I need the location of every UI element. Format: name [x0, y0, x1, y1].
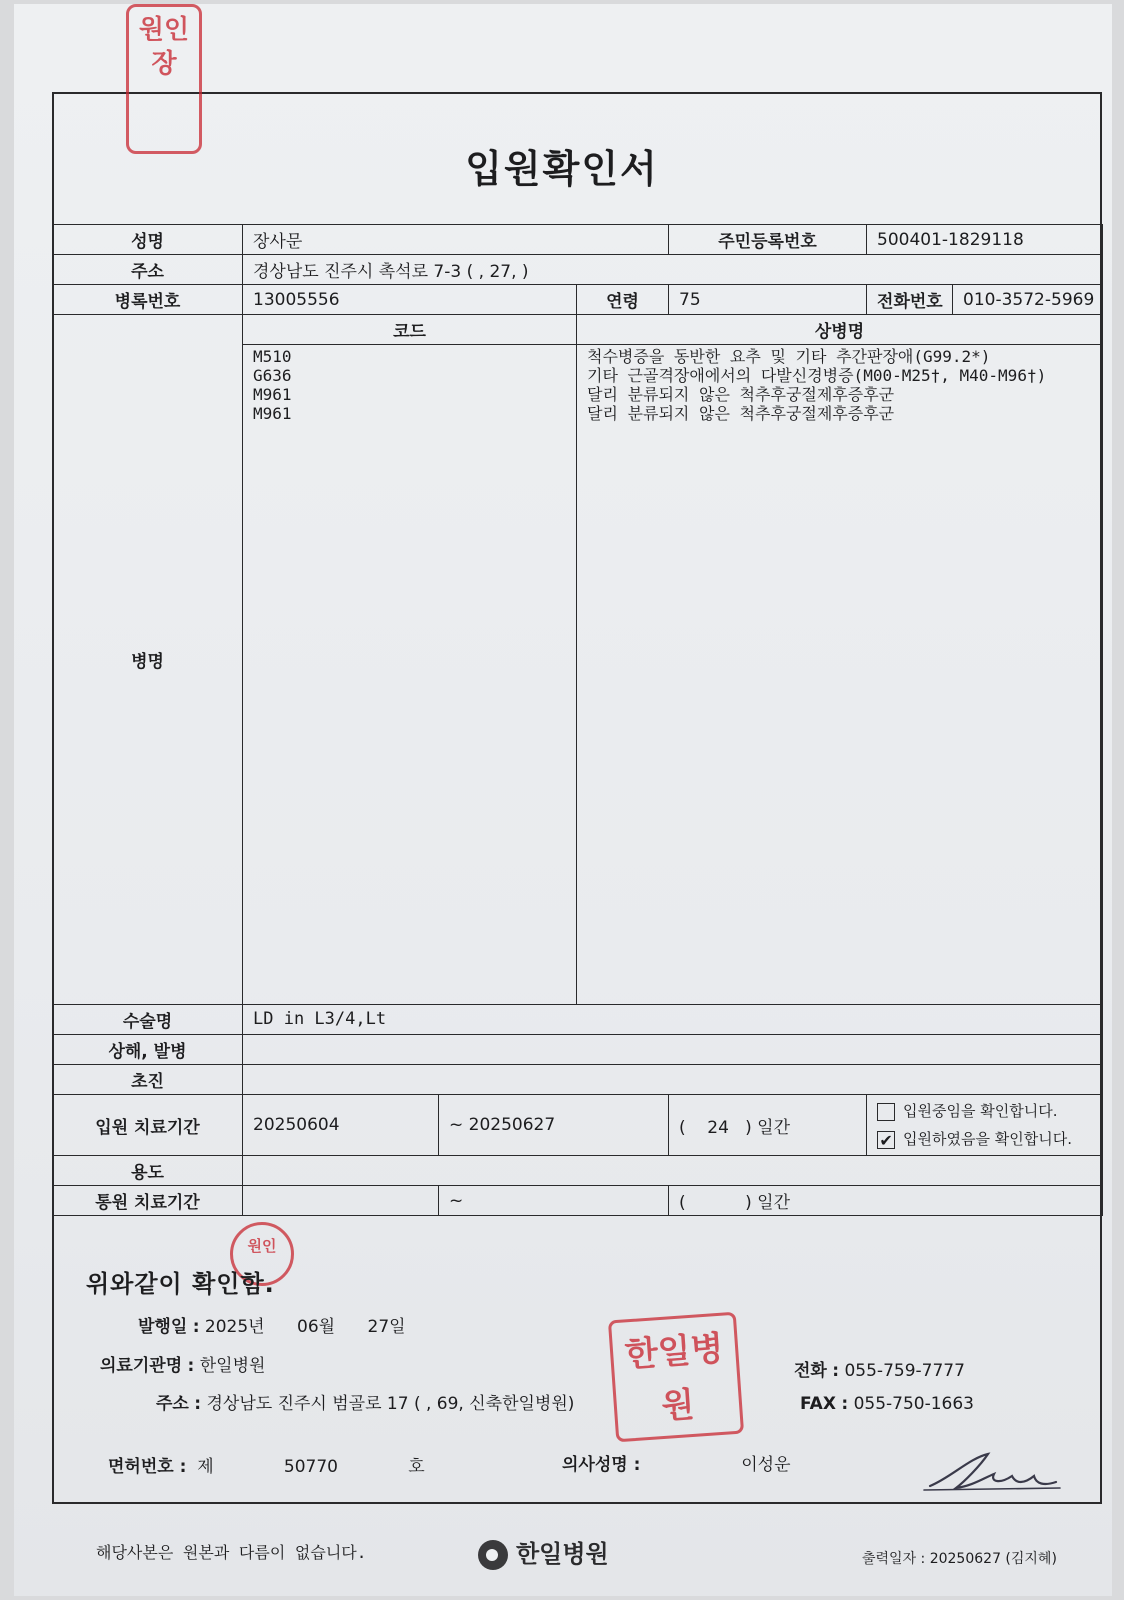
admission-form-table — [52, 224, 1103, 1216]
doctor-name-line: 의사성명 : 이성운 — [562, 1455, 791, 1475]
patient-address: 경상남도 진주시 촉석로 7-3 ( , 27, ) — [243, 255, 1103, 285]
hospital-logo: 한일병원 — [478, 1534, 609, 1570]
patient-name: 장사문 — [243, 225, 669, 255]
institution-phone-line: 전화 : 055-759-7777 — [794, 1361, 965, 1381]
institution-fax-line: FAX : 055-750-1663 — [800, 1394, 974, 1414]
address-label: 주소 — [53, 255, 243, 285]
injury-onset-label: 상해, 발병 — [53, 1035, 243, 1065]
diagnosis-code: G636 — [253, 366, 292, 385]
license-line: 면허번호 : 제 50770 호 — [108, 1457, 425, 1477]
phone-label: 전화번호 — [867, 285, 953, 315]
name-label: 성명 — [53, 225, 243, 255]
surgery-row — [53, 1005, 1103, 1035]
license-number: 50770 — [283, 1457, 338, 1477]
name-row — [53, 225, 1103, 255]
option-completed: ✔ 입원하였음을 확인합니다. — [877, 1125, 1092, 1153]
admission-days: ( 24 ) 일간 — [669, 1095, 867, 1156]
issue-day: 27일 — [367, 1317, 406, 1337]
record-number: 13005556 — [243, 285, 577, 315]
diagnosis-names-cell — [577, 345, 1103, 1005]
purpose-value — [243, 1156, 1103, 1186]
seal-stamp-small: 원인 — [230, 1222, 294, 1286]
injury-onset-value — [243, 1035, 1103, 1065]
disease-name-column-header: 상병명 — [577, 315, 1103, 345]
option-in-progress: 입원중임을 확인합니다. — [877, 1097, 1092, 1125]
injury-onset-row — [53, 1035, 1103, 1065]
completed-checkbox[interactable]: ✔ — [877, 1131, 895, 1149]
document-title: 입원확인서 — [465, 147, 659, 191]
first-visit-row — [53, 1065, 1103, 1095]
surgery-label: 수술명 — [53, 1005, 243, 1035]
institution-fax: 055-750-1663 — [853, 1394, 974, 1414]
record-row — [53, 285, 1103, 315]
diagnosis-codes-cell — [243, 345, 577, 1005]
address-row — [53, 255, 1103, 285]
print-info: 출력일자 : 20250627 (김지혜) — [862, 1551, 1057, 1567]
outpatient-start — [243, 1186, 439, 1216]
code-column-header: 코드 — [243, 315, 577, 345]
institution-name-line: 의료기관명 : 한일병원 — [100, 1356, 266, 1376]
diagnosis-code: M961 — [253, 404, 292, 423]
first-visit-label: 초진 — [53, 1065, 243, 1095]
resident-number-label: 주민등록번호 — [669, 225, 867, 255]
diagnosis-name: 달리 분류되지 않은 척추후궁절제후증후군 — [587, 404, 895, 423]
patient-age: 75 — [669, 285, 867, 315]
diagnosis-name: 달리 분류되지 않은 척추후궁절제후증후군 — [587, 385, 895, 404]
institution-address-line: 주소 : 경상남도 진주시 범골로 17 ( , 69, 신축한일병원) — [156, 1394, 575, 1414]
hospital-logo-icon — [478, 1540, 508, 1570]
issue-month: 06월 — [297, 1317, 336, 1337]
patient-phone: 010-3572-5969 — [953, 285, 1103, 315]
admission-period-label: 입원 치료기간 — [53, 1095, 243, 1156]
copy-note: 해당사본은 원본과 다름이 없습니다. — [96, 1543, 367, 1562]
resident-number: 500401-1829118 — [867, 225, 1103, 255]
diagnosis-name: 기타 근골격장애에서의 다발신경병증(M00-M25†, M40-M96†) — [587, 366, 1047, 385]
doctor-signature — [920, 1448, 1070, 1498]
outpatient-days: ( ) 일간 — [669, 1186, 1103, 1216]
doctor-name: 이성운 — [741, 1455, 791, 1475]
diagnosis-code: M510 — [253, 347, 292, 366]
admission-period-row — [53, 1095, 1103, 1156]
record-number-label: 병록번호 — [53, 285, 243, 315]
first-visit-value — [243, 1065, 1103, 1095]
admission-end: ~ 20250627 — [439, 1095, 669, 1156]
issue-date-line: 발행일 : 2025년 06월 27일 — [138, 1317, 406, 1337]
institution-phone: 055-759-7777 — [844, 1361, 965, 1381]
seal-stamp-top: 원인장 — [126, 4, 202, 154]
outpatient-period-label: 통원 치료기간 — [53, 1186, 243, 1216]
surgery-name: LD in L3/4,Lt — [243, 1005, 1103, 1035]
disease-label: 병명 — [53, 315, 243, 1005]
admission-status-options — [867, 1095, 1103, 1156]
outpatient-period-row — [53, 1186, 1103, 1216]
confirmation-statement: 위와같이 확인함. — [86, 1270, 275, 1298]
outpatient-end: ~ — [439, 1186, 669, 1216]
issue-year: 2025년 — [204, 1317, 265, 1337]
admission-start: 20250604 — [243, 1095, 439, 1156]
in-progress-checkbox[interactable] — [877, 1103, 895, 1121]
disease-header-row — [53, 315, 1103, 345]
diagnosis-code: M961 — [253, 385, 292, 404]
hospital-seal-stamp: 한일병원 — [608, 1312, 744, 1443]
institution-address: 경상남도 진주시 범골로 17 ( , 69, 신축한일병원) — [206, 1394, 575, 1414]
diagnosis-name: 척수병증을 동반한 요추 및 기타 추간판장애(G99.2*) — [587, 347, 991, 366]
age-label: 연령 — [577, 285, 669, 315]
institution-name: 한일병원 — [199, 1356, 266, 1376]
purpose-label: 용도 — [53, 1156, 243, 1186]
admission-days-count: 24 — [707, 1117, 729, 1138]
purpose-row — [53, 1156, 1103, 1186]
